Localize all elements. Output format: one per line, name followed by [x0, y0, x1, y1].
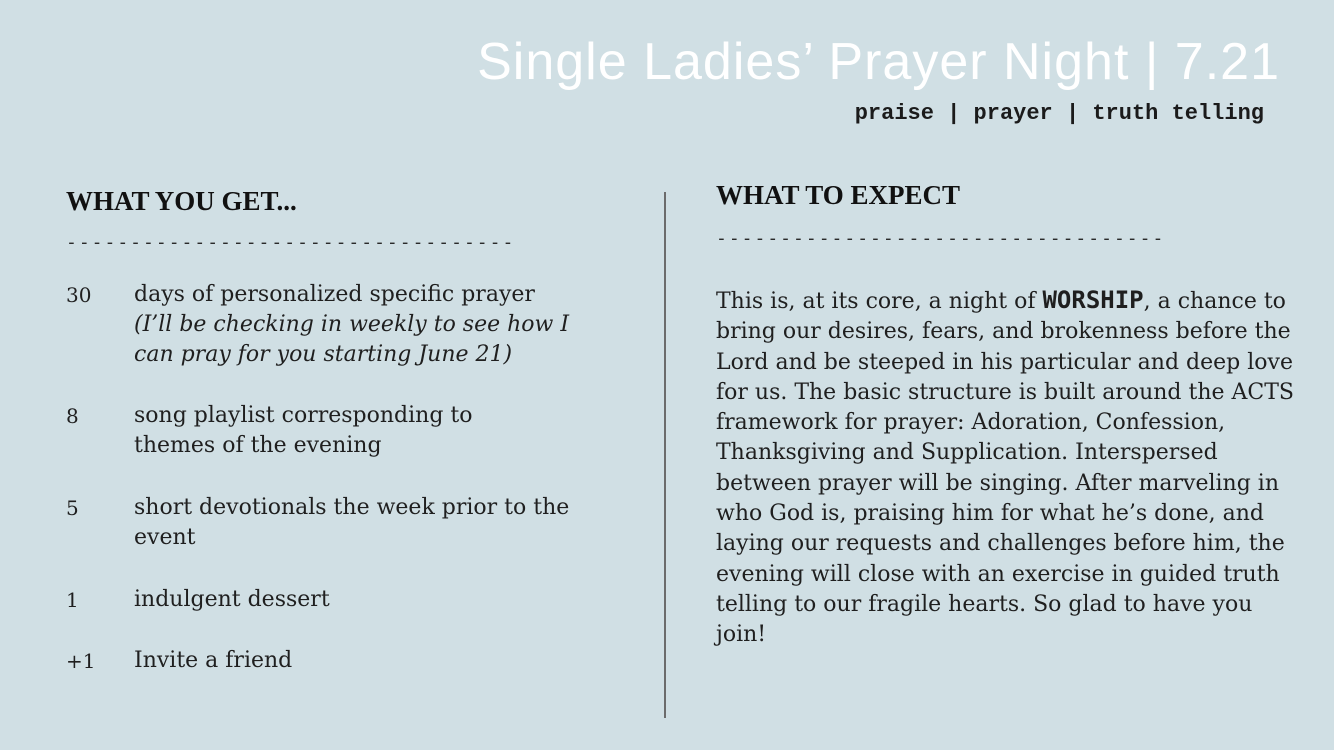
left-dashed-rule: -----------------------------------: [66, 232, 516, 253]
item-count: 30: [66, 283, 92, 307]
what-to-expect-heading: WHAT TO EXPECT: [716, 180, 961, 210]
list-item: [66, 585, 330, 615]
expectation-paragraph: [716, 285, 1296, 651]
item-description: short devotionals the week prior to the event: [134, 495, 570, 550]
page-subtitle: praise | prayer | truth telling: [854, 101, 1264, 126]
what-you-get-heading: WHAT YOU GET...: [66, 186, 297, 216]
worship-emphasis: WORSHIP: [1042, 286, 1144, 314]
paragraph-body: , a chance to bring our desires, fears, and brokenness before the Lord and be steeped in his particular and deep love for us. The basic structure is built around the ACTS framework for prayer: Adoration, Confession, Thanksgiving and Supplication. Interspersed between prayer will be singing. After marveling in who God is, praising him for what he’s done, and laying our requests and challenges before him, the evening will close with an exercise in guided truth telling to our fragile hearts. So glad to have you join!: [716, 289, 1294, 648]
page-title: Single Ladies’ Prayer Night | 7.21: [477, 33, 1280, 91]
item-text: [134, 280, 606, 370]
item-description: days of personalized specific prayer: [134, 282, 535, 307]
item-description: indulgent dessert: [134, 587, 330, 612]
item-count: 5: [66, 496, 79, 520]
item-count: 8: [66, 404, 79, 428]
item-description: Invite a friend: [134, 648, 293, 673]
right-dashed-rule: -----------------------------------: [716, 228, 1166, 249]
item-count: 1: [66, 588, 79, 612]
list-item: [66, 646, 292, 676]
item-description: song playlist corresponding to themes of the evening: [134, 403, 473, 458]
item-count: +1: [66, 649, 96, 673]
item-note: (I’ll be checking in weekly to see how I can pray for you starting June 21): [134, 312, 570, 367]
list-item: [66, 493, 606, 553]
list-item: [66, 280, 606, 370]
paragraph-lead: This is, at its core, a night of: [716, 289, 1043, 314]
column-divider: [664, 192, 666, 718]
list-item: [66, 401, 494, 461]
